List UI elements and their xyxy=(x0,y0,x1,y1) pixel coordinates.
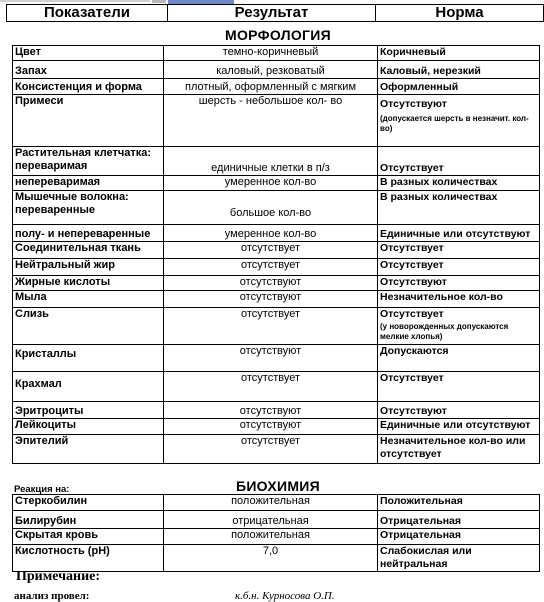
table-row xyxy=(13,402,540,419)
row-norm: Отрицательная xyxy=(378,529,540,545)
row-name: Нейтральный жир xyxy=(13,259,164,276)
row-norm: Положительная xyxy=(378,495,540,511)
row-norm: Отсутствует xyxy=(378,259,540,276)
table-row xyxy=(13,308,540,345)
table-row xyxy=(13,345,540,372)
row-norm-main: Отсутствует xyxy=(380,308,444,320)
row-result: 7,0 xyxy=(164,545,378,572)
row-norm-note: (у новорожденных допускаются мелкие хлопья) xyxy=(380,322,509,341)
row-name: Запах xyxy=(13,61,164,79)
table-row xyxy=(13,242,540,259)
row-name: Соединительная ткань xyxy=(13,242,164,259)
row-norm: Отсутствует xyxy=(378,147,540,176)
row-norm: Отсутствуют xyxy=(378,276,540,291)
table-row xyxy=(13,95,540,147)
table-row xyxy=(13,529,540,545)
row-name: Кислотность (pH) xyxy=(13,545,164,572)
row-name: Крахмал xyxy=(13,372,164,402)
table-row xyxy=(13,225,540,242)
row-result: отсутствует xyxy=(164,308,378,345)
row-result: каловый, резковатый xyxy=(164,61,378,79)
row-result: положительная xyxy=(164,495,378,511)
table-row xyxy=(13,419,540,435)
table-row xyxy=(13,291,540,308)
row-name: Стеркобилин xyxy=(13,495,164,511)
row-result: темно-коричневый xyxy=(164,46,378,61)
row-name: полу- и непереваренные xyxy=(13,225,164,242)
row-name: Билирубин xyxy=(13,511,164,529)
performed-by-label: анализ провел: xyxy=(14,590,90,602)
header-result: Результат xyxy=(168,5,376,21)
row-norm: Слабокислая или нейтральная xyxy=(378,545,540,572)
row-norm: Оформленный xyxy=(378,79,540,95)
row-norm: Отсутствуют xyxy=(378,402,540,419)
table-row xyxy=(13,147,540,176)
row-norm: Отсутствует xyxy=(378,372,540,402)
row-name: Мыла xyxy=(13,291,164,308)
row-result: шерсть - небольшое кол- во xyxy=(164,95,378,147)
morphology-table xyxy=(12,45,540,464)
table-row xyxy=(13,191,540,225)
header-indicators: Показатели xyxy=(7,5,168,21)
table-row xyxy=(13,46,540,61)
row-result: большое кол-во xyxy=(164,191,378,225)
row-norm: В разных количествах xyxy=(378,176,540,191)
reaction-label: Реакция на: xyxy=(14,484,70,495)
performer-name: к.б.н. Курносова О.П. xyxy=(235,590,335,602)
table-row xyxy=(13,61,540,79)
table-row xyxy=(13,176,540,191)
row-norm-note: (допускается шерсть в незначит. кол-во) xyxy=(380,114,529,133)
table-row xyxy=(13,495,540,511)
row-result: отсутствует xyxy=(164,372,378,402)
row-result: умеренное кол-во xyxy=(164,225,378,242)
table-row xyxy=(13,511,540,529)
row-result: отсутствует xyxy=(164,435,378,464)
row-norm: Отрицательная xyxy=(378,511,540,529)
table-row xyxy=(13,259,540,276)
row-norm xyxy=(378,308,540,345)
row-name: Эритроциты xyxy=(13,402,164,419)
row-name: Эпителий xyxy=(13,435,164,464)
row-name: Цвет xyxy=(13,46,164,61)
note-label: Примечание: xyxy=(16,569,101,584)
row-norm: Незначительное кол-во или отсутствует xyxy=(378,435,540,464)
row-norm: Незначительное кол-во xyxy=(378,291,540,308)
table-row xyxy=(13,545,540,572)
table-row xyxy=(13,435,540,464)
row-result: отсутствует xyxy=(164,242,378,259)
row-norm: Отсутствует xyxy=(378,242,540,259)
row-name: Жирные кислоты xyxy=(13,276,164,291)
row-norm xyxy=(378,95,540,147)
row-name: Консистенция и форма xyxy=(13,79,164,95)
header-norm: Норма xyxy=(435,4,484,21)
biochemistry-title: БИОХИМИЯ xyxy=(235,478,321,494)
row-norm: Допускаются xyxy=(378,345,540,372)
row-name: Растительная клетчатка: переваримая xyxy=(13,147,164,176)
row-result: отсутствуют xyxy=(164,291,378,308)
row-name: Кристаллы xyxy=(13,345,164,372)
table-row xyxy=(13,276,540,291)
row-result: плотный, оформленный с мягким xyxy=(164,79,378,95)
table-row xyxy=(13,79,540,95)
row-result: отрицательная xyxy=(164,511,378,529)
row-result: отсутствуют xyxy=(164,402,378,419)
row-name: Мышечные волокна: переваренные xyxy=(13,191,164,225)
row-norm: Коричневый xyxy=(378,46,540,61)
row-result: отсутствуют xyxy=(164,276,378,291)
morphology-title: МОРФОЛОГИЯ xyxy=(225,27,331,43)
row-name: Скрытая кровь xyxy=(13,529,164,545)
row-name: Лейкоциты xyxy=(13,419,164,435)
row-name: Примеси xyxy=(13,95,164,147)
row-result: отсутствуют xyxy=(164,419,378,435)
row-norm: В разных количествах xyxy=(378,191,540,225)
row-result: отсутствует xyxy=(164,259,378,276)
row-norm: Каловый, нерезкий xyxy=(378,61,540,79)
row-name: Слизь xyxy=(13,308,164,345)
row-norm-main: Отсутствуют xyxy=(380,98,447,110)
row-result: отсутствуют xyxy=(164,345,378,372)
table-header xyxy=(6,4,544,22)
biochemistry-table xyxy=(12,494,540,572)
table-row xyxy=(13,372,540,402)
row-result: положительная xyxy=(164,529,378,545)
row-norm: Единичные или отсутствуют xyxy=(378,225,540,242)
row-name: непереваримая xyxy=(13,176,164,191)
row-norm: Единичные или отсутствуют xyxy=(378,419,540,435)
row-result: умеренное кол-во xyxy=(164,176,378,191)
row-result: единичные клетки в п/з xyxy=(164,147,378,176)
